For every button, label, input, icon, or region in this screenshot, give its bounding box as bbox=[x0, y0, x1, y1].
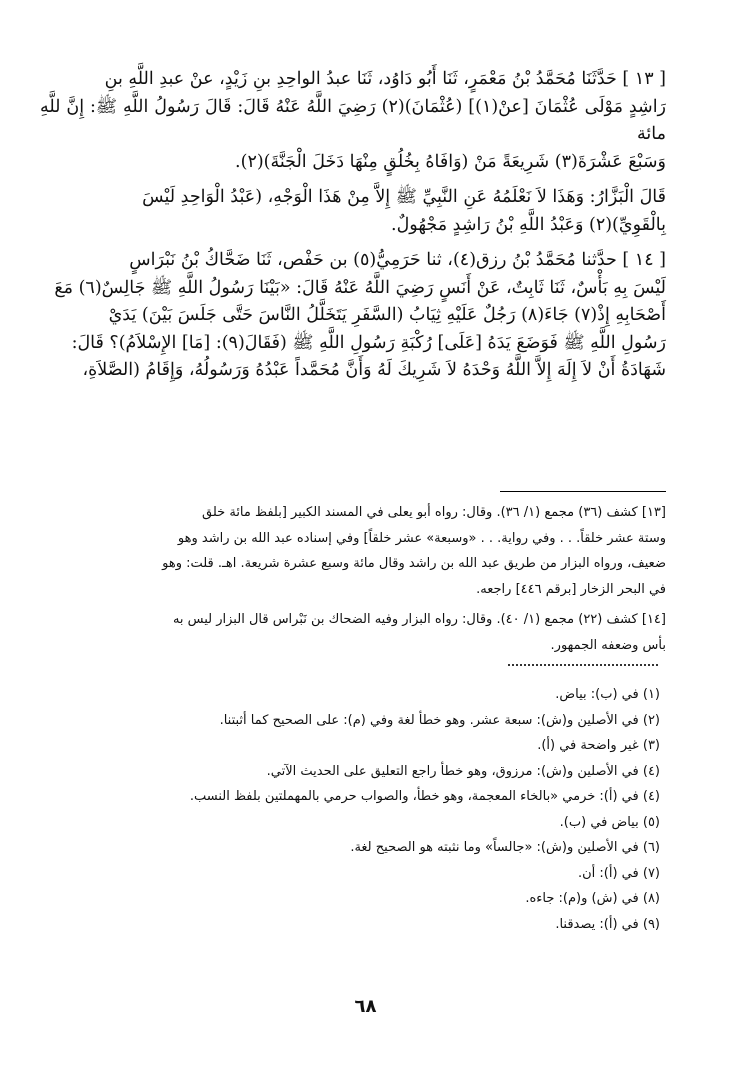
page-number: ٦٨ bbox=[354, 996, 377, 1017]
footnote: (٤) في (أ): خرمي «بالخاء المعجمة، وهو خطأ، والصواب حرمي بالمهملتين بلفظ النسب. bbox=[189, 789, 660, 804]
bazzar-line: قَالَ الْبَزَّارُ: وَهَذَا لاَ نَعْلَمُهُ عَنِ النَّبِيِّ ﷺ إِلاَّ مِنْ هَذَا الْوَجْهِ، (عَبْدُ الْوَاحِدِ لَيْسَ bbox=[142, 187, 666, 207]
note-13-line: ضعيف، ورواه البزار من طريق عبد الله بن راشد وقال مائة وسبع عشرة شريعة. اهـ. قلت: وهو bbox=[162, 556, 666, 571]
footnote: (٣) غير واضحة في (أ). bbox=[537, 738, 660, 753]
notes-separator bbox=[500, 491, 666, 492]
hadith-14-line: رَسُولِ اللَّهِ ﷺ فَوَضَعَ يَدَهُ [عَلَى] رُكْبَةِ رَسُولِ اللَّهِ ﷺ (فَقَالَ(٩): [مَا] الإِسْلاَمُ)؟ قَالَ: bbox=[71, 332, 666, 353]
hadith-13-line: [ ١٣ ] حَدَّثَنَا مُحَمَّدُ بْنُ مَعْمَرٍ، ثَنَا أَبُو دَاوُد، ثَنَا عبدُ الواحِدِ بنِ زَيْدٍ، عنْ عبدِ اللَّهِ بنِ bbox=[104, 69, 666, 89]
main-text bbox=[40, 66, 666, 393]
note-13-line: [١٣] كشف (٣٦) مجمع (١/ ٣٦). وقال: رواه أبو يعلى في المسند الكبير [بلفظ مائة خلق bbox=[202, 505, 666, 520]
dotted-separator bbox=[508, 664, 658, 678]
footnote: (١) في (ب): بياض. bbox=[555, 687, 660, 702]
note-14-line: بأس وضعفه الجمهور. bbox=[550, 637, 666, 653]
bazzar-comment bbox=[40, 184, 666, 239]
footnote: (٢) في الأصلين و(ش): سبعة عشر. وهو خطأ لغة وفي (م): على الصحيح كما أثبتنا. bbox=[219, 712, 660, 728]
hadith-14-line: شَهَادَةُ أَنْ لاَ إِلَهَ إِلاَّ اللَّهُ وَحْدَهُ لاَ شَرِيكَ لَهُ وَأَنَّ مُحَمَّداً عَبْدُهُ وَرَسُولُهُ، وَإِقَامُ (الصَّلاَةِ، bbox=[82, 360, 666, 380]
notes-section bbox=[40, 500, 666, 937]
note-14-line: [١٤] كشف (٢٢) مجمع (١/ ٤٠). وقال: رواه البزار وفيه الضحاك بن نَبْراس قال البزار ليس به bbox=[172, 612, 666, 627]
footnote: (٩) في (أ): يصدقنا. bbox=[555, 916, 660, 932]
footnote: (٥) بياض في (ب). bbox=[559, 814, 660, 830]
footnote: (٤) في الأصلين و(ش): مرزوق، وهو خطأ راجع التعليق على الحديث الآتي. bbox=[266, 763, 660, 779]
hadith-13-line: رَاشِدٍ مَوْلَى عُثْمَانَ [عنْ(١)] (عُثْمَانَ)(٢) رَضِيَ اللَّهُ عَنْهُ قَالَ: قَالَ رَسُولُ اللَّهِ ﷺ: إِنَّ للَّهِ مائة bbox=[40, 96, 667, 144]
hadith-14-line: أَصْحَابِهِ إِذْ(٧) جَاءَ(٨) رَجُلٌ عَلَيْهِ ثِيَابُ (السَّفَرِ يَتَخَلَّلُ النَّاسَ حَتَّى جَلَسَ بَيْنَ) يَدَيْ bbox=[108, 305, 666, 325]
note-13-line: في البحر الزخار [برقم ٤٤٦] راجعه. bbox=[476, 581, 666, 597]
hadith-14 bbox=[40, 247, 666, 385]
footnote: (٧) في (أ): أن. bbox=[577, 865, 660, 881]
footnote: (٨) في (ش) و(م): جاءه. bbox=[525, 891, 660, 906]
footnote: (٦) في الأصلين و(ش): «جالساً» وما نثبته هو الصحيح لغة. bbox=[350, 840, 660, 855]
hadith-13 bbox=[40, 66, 666, 176]
note-14 bbox=[40, 607, 666, 658]
hadith-14-line: [ ١٤ ] حدَّثنا مُحَمَّدُ بْنُ رزق(٤)، ثنا حَرَمِيُّ(٥) بن حَفْص، ثَنَا ضَحَّاكُ بْنُ نَبْرَاسٍ bbox=[129, 250, 666, 270]
footnotes-list bbox=[40, 682, 666, 937]
hadith-13-line: وَسَبْعَ عَشْرَةَ(٣) شَرِيعَةً مَنْ (وَافَاهُ بِخُلُقٍ مِنْهَا دَخَلَ الْجَنَّةَ)(٢). bbox=[235, 151, 666, 172]
note-13 bbox=[40, 500, 666, 602]
note-13-line: وستة عشر خلقاً. . . وفي رواية. . . «وسبعة» عشر خلقاً] وفي إسناده عبد الله بن راشد وهو bbox=[177, 530, 666, 546]
hadith-14-line: لَيْسَ بِهِ بَأْسٌ، ثَنَا ثَابِتٌ، عَنْ أَنَسٍ رَضِيَ اللَّهُ عَنْهُ قَالَ: «بَيْنَا رَسُولُ اللَّهِ ﷺ جَالِسٌ(٦) مَعَ bbox=[54, 277, 666, 298]
bazzar-line: بِالْقَوِيِّ)(٢) وَعَبْدُ اللَّهِ بْنُ رَاشِدٍ مَجْهُولٌ. bbox=[391, 214, 666, 235]
